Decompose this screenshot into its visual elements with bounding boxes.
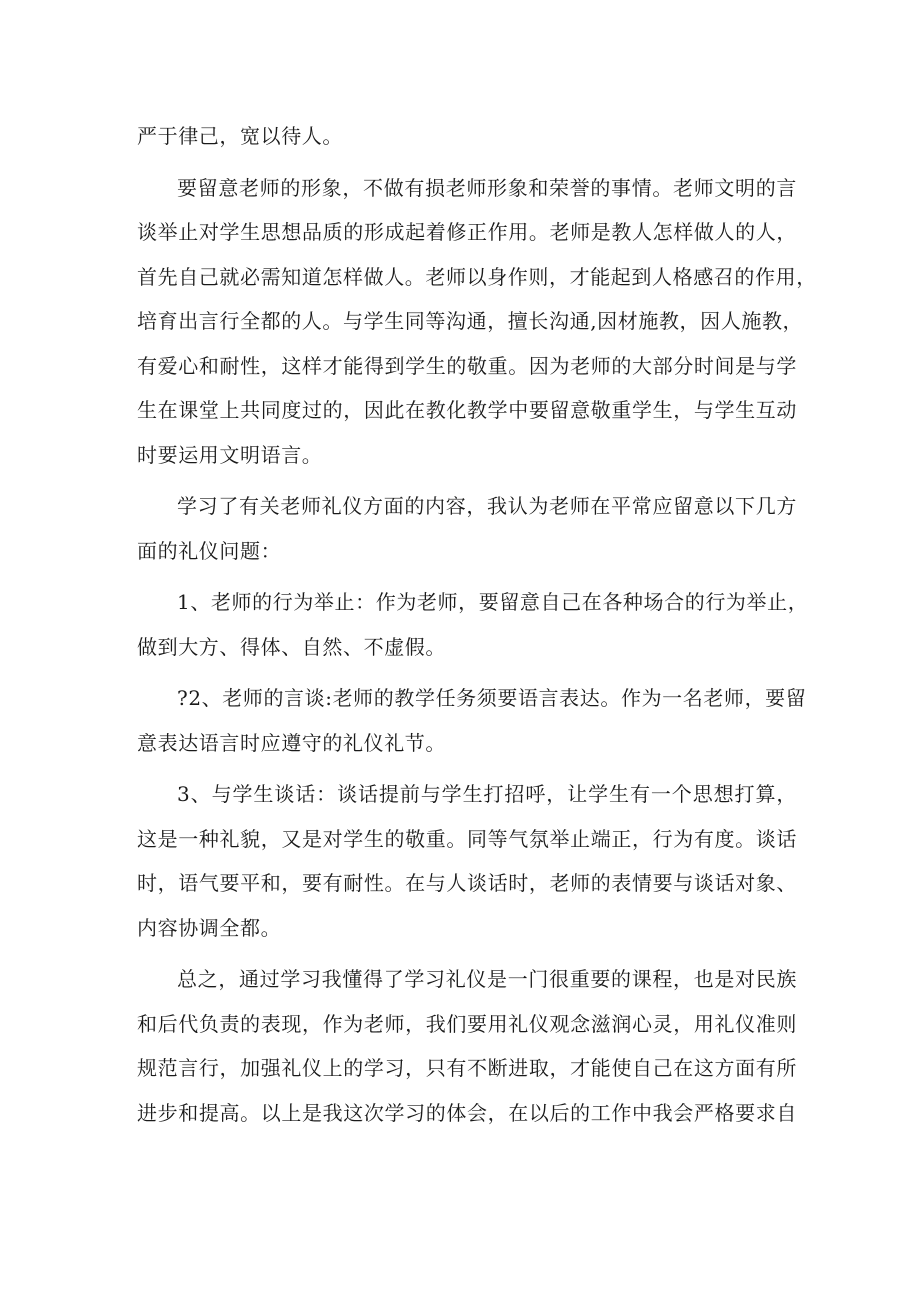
text-line: 这是一种礼貌，又是对学生的敬重。同等气氛举止端正，行为有度。谈话 [137, 826, 797, 851]
paragraph-gap [137, 669, 797, 676]
text-line: ?2、老师的言谈:老师的教学任务须要语言表达。作为一名老师，要留 [177, 686, 807, 710]
paragraph-gap [137, 477, 797, 484]
text-line: 3、与学生谈话：谈话提前与学生打招呼，让学生有一个思想打算， [177, 782, 797, 806]
text-line: 时，语气要平和，要有耐性。在与人谈话时，老师的表情要与谈话对象、 [137, 871, 797, 895]
text-line: 面的礼仪问题： [137, 538, 282, 563]
paragraph [137, 772, 797, 950]
paragraph [137, 676, 807, 765]
paragraph [137, 166, 817, 478]
text-line: 学习了有关老师礼仪方面的内容，我认为老师在平常应留意以下几方 [177, 494, 797, 518]
paragraph [137, 484, 797, 573]
paragraph-gap [137, 159, 797, 166]
text-line: 规范言行，加强礼仪上的学习，只有不断进取，才能使自己在这方面有所 [137, 1056, 797, 1080]
text-line: 有爱心和耐性，这样才能得到学生的敬重。因为老师的大部分时间是与学 [137, 353, 797, 378]
text-line: 内容协调全都。 [137, 915, 282, 940]
text-line: 总之，通过学习我懂得了学习礼仪是一门很重要的课程，也是对民族 [177, 967, 797, 991]
text-line: 培育出言行全都的人。与学生同等沟通，擅长沟通,因材施教，因人施教， [137, 309, 804, 333]
text-line: 意表达语言时应遵守的礼仪礼节。 [137, 730, 446, 755]
text-line: 首先自己就必需知道怎样做人。老师以身作则，才能起到人格感召的作用， [137, 264, 817, 289]
paragraph-gap [137, 950, 797, 957]
paragraph [137, 957, 797, 1135]
document-body [137, 114, 817, 1135]
text-line: 严于律己，宽以待人。 [137, 124, 343, 148]
text-line: 和后代负责的表现，作为老师，我们要用礼仪观念滋润心灵，用礼仪准则 [137, 1011, 797, 1036]
text-line: 1、老师的行为举止：作为老师，要留意自己在各种场合的行为举止， [177, 590, 809, 614]
text-line: 时要运用文明语言。 [137, 442, 323, 467]
paragraph-gap [137, 765, 797, 772]
paragraph-gap [137, 573, 797, 580]
text-line: 生在课堂上共同度过的，因此在教化教学中要留意敬重学生，与学生互动 [137, 398, 797, 422]
text-line: 做到大方、得体、自然、不虚假。 [137, 634, 446, 659]
text-line: 要留意老师的形象，不做有损老师形象和荣誉的事情。老师文明的言 [177, 175, 797, 200]
text-line: 谈举止对学生思想品质的形成起着修正作用。老师是教人怎样做人的人， [137, 220, 797, 244]
paragraph [137, 580, 809, 669]
text-line: 进步和提高。以上是我这次学习的体会，在以后的工作中我会严格要求自 [137, 1100, 797, 1125]
paragraph [137, 114, 797, 159]
